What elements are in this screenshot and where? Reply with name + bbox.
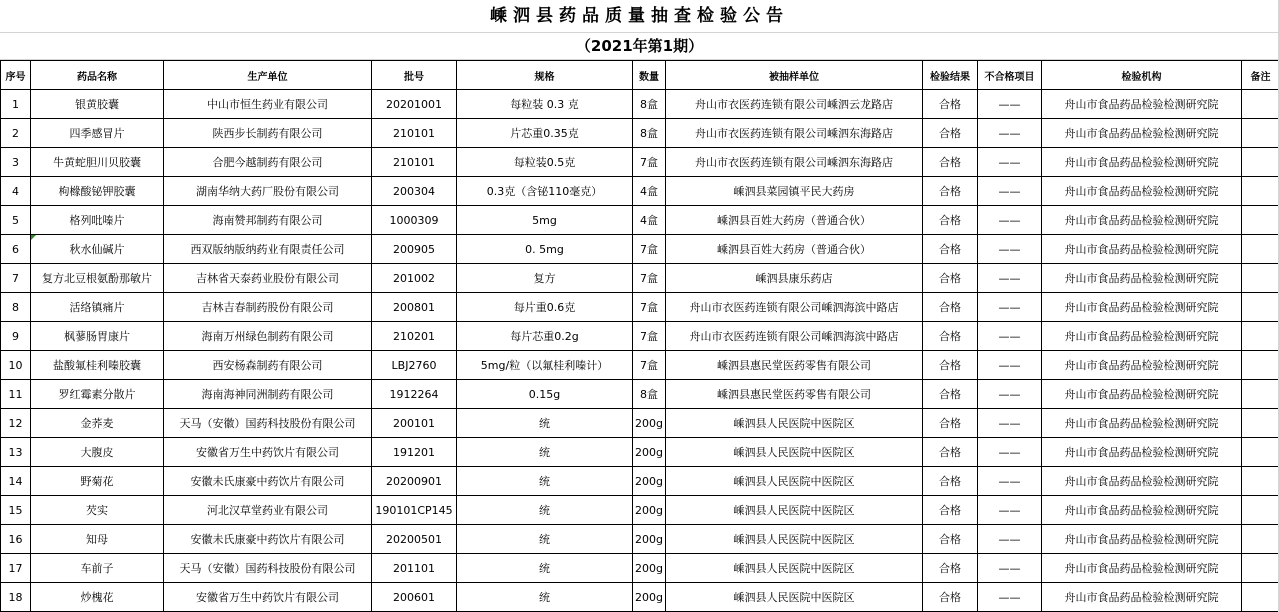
cell-index[interactable]: 11 <box>1 380 31 409</box>
cell-index[interactable]: 8 <box>1 293 31 322</box>
cell-institution[interactable]: 舟山市食品药品检验检测研究院 <box>1042 380 1242 409</box>
header-result[interactable]: 检验结果 <box>923 61 978 90</box>
cell-batch[interactable]: 201101 <box>372 554 457 583</box>
cell-manufacturer[interactable]: 陕西步长制药有限公司 <box>164 119 372 148</box>
cell-remarks[interactable] <box>1242 148 1279 177</box>
table-row <box>1 119 1279 148</box>
cell-spec[interactable]: 每粒装0.5克 <box>457 148 633 177</box>
cell-drug-name[interactable]: 大腹皮 <box>31 438 164 467</box>
cell-institution[interactable]: 舟山市食品药品检验检测研究院 <box>1042 583 1242 612</box>
cell-sampled-unit[interactable]: 嵊泗县人民医院中医院区 <box>666 496 923 525</box>
cell-quantity[interactable]: 200g <box>633 525 666 554</box>
cell-drug-name[interactable]: 罗红霉素分散片 <box>31 380 164 409</box>
cell-spec[interactable]: 复方 <box>457 264 633 293</box>
header-institution[interactable]: 检验机构 <box>1042 61 1242 90</box>
table-row <box>1 380 1279 409</box>
cell-batch[interactable]: 200601 <box>372 583 457 612</box>
cell-result[interactable]: 合格 <box>923 467 978 496</box>
cell-manufacturer[interactable]: 湖南华纳大药厂股份有限公司 <box>164 177 372 206</box>
table-row <box>1 177 1279 206</box>
cell-quantity[interactable]: 8盒 <box>633 380 666 409</box>
cell-quantity[interactable]: 200g <box>633 409 666 438</box>
cell-index[interactable]: 2 <box>1 119 31 148</box>
cell-failed-items[interactable]: —— <box>978 351 1042 380</box>
cell-failed-items[interactable]: —— <box>978 206 1042 235</box>
table-row <box>1 438 1279 467</box>
cell-batch[interactable]: 190101CP145 <box>372 496 457 525</box>
table-row <box>1 148 1279 177</box>
cell-failed-items[interactable]: —— <box>978 322 1042 351</box>
cell-sampled-unit[interactable]: 嵊泗县人民医院中医院区 <box>666 554 923 583</box>
cell-quantity[interactable]: 4盒 <box>633 206 666 235</box>
cell-batch[interactable]: 210101 <box>372 148 457 177</box>
cell-remarks[interactable] <box>1242 206 1279 235</box>
cell-spec[interactable]: 统 <box>457 583 633 612</box>
cell-batch[interactable]: 20200501 <box>372 525 457 554</box>
cell-batch[interactable]: 201002 <box>372 264 457 293</box>
cell-remarks[interactable] <box>1242 90 1279 119</box>
cell-index[interactable]: 17 <box>1 554 31 583</box>
cell-remarks[interactable] <box>1242 119 1279 148</box>
cell-sampled-unit[interactable]: 嵊泗县人民医院中医院区 <box>666 438 923 467</box>
cell-index[interactable]: 14 <box>1 467 31 496</box>
cell-failed-items[interactable]: —— <box>978 119 1042 148</box>
page-subtitle: （2021年第1期） <box>0 33 1279 60</box>
cell-result[interactable]: 合格 <box>923 583 978 612</box>
header-batch[interactable]: 批号 <box>372 61 457 90</box>
cell-remarks[interactable] <box>1242 293 1279 322</box>
cell-institution[interactable]: 舟山市食品药品检验检测研究院 <box>1042 206 1242 235</box>
header-quantity[interactable]: 数量 <box>633 61 666 90</box>
cell-institution[interactable]: 舟山市食品药品检验检测研究院 <box>1042 177 1242 206</box>
table-row <box>1 322 1279 351</box>
cell-institution[interactable]: 舟山市食品药品检验检测研究院 <box>1042 322 1242 351</box>
table-row <box>1 409 1279 438</box>
cell-manufacturer[interactable]: 西安杨森制药有限公司 <box>164 351 372 380</box>
cell-institution[interactable]: 舟山市食品药品检验检测研究院 <box>1042 264 1242 293</box>
cell-manufacturer[interactable]: 天马（安徽）国药科技股份有限公司 <box>164 409 372 438</box>
cell-batch[interactable]: 20201001 <box>372 90 457 119</box>
table-row <box>1 235 1279 264</box>
cell-drug-name[interactable]: 知母 <box>31 525 164 554</box>
cell-spec[interactable]: 0. 5mg <box>457 235 633 264</box>
header-failed-items[interactable]: 不合格项目 <box>978 61 1042 90</box>
cell-index[interactable]: 10 <box>1 351 31 380</box>
cell-result[interactable]: 合格 <box>923 90 978 119</box>
cell-spec[interactable]: 5mg <box>457 206 633 235</box>
cell-index[interactable]: 3 <box>1 148 31 177</box>
table-row <box>1 583 1279 612</box>
cell-spec[interactable]: 0.15g <box>457 380 633 409</box>
cell-batch[interactable]: 210101 <box>372 119 457 148</box>
cell-sampled-unit[interactable]: 嵊泗县康乐药店 <box>666 264 923 293</box>
cell-index[interactable]: 15 <box>1 496 31 525</box>
cell-failed-items[interactable]: —— <box>978 409 1042 438</box>
cell-index[interactable]: 13 <box>1 438 31 467</box>
cell-remarks[interactable] <box>1242 380 1279 409</box>
table-row <box>1 293 1279 322</box>
cell-batch[interactable]: 200101 <box>372 409 457 438</box>
cell-sampled-unit[interactable]: 嵊泗县人民医院中医院区 <box>666 525 923 554</box>
cell-drug-name[interactable]: 枸橼酸铋钾胶囊 <box>31 177 164 206</box>
cell-batch[interactable]: 200801 <box>372 293 457 322</box>
cell-drug-name[interactable]: 枫蓼肠胃康片 <box>31 322 164 351</box>
cell-index[interactable]: 12 <box>1 409 31 438</box>
cell-spec[interactable]: 统 <box>457 496 633 525</box>
cell-remarks[interactable] <box>1242 583 1279 612</box>
cell-remarks[interactable] <box>1242 496 1279 525</box>
cell-quantity[interactable]: 200g <box>633 438 666 467</box>
cell-result[interactable]: 合格 <box>923 177 978 206</box>
cell-result[interactable]: 合格 <box>923 322 978 351</box>
cell-batch[interactable]: 200304 <box>372 177 457 206</box>
cell-drug-name[interactable]: 金荞麦 <box>31 409 164 438</box>
table-header-row <box>1 61 1279 90</box>
cell-manufacturer[interactable]: 安徽未氏康豪中药饮片有限公司 <box>164 467 372 496</box>
inspection-table <box>0 60 1279 612</box>
cell-drug-name[interactable]: 复方北豆根氨酚那敏片 <box>31 264 164 293</box>
cell-manufacturer[interactable]: 中山市恒生药业有限公司 <box>164 90 372 119</box>
cell-sampled-unit[interactable]: 舟山市衣医药连锁有限公司嵊泗海滨中路店 <box>666 293 923 322</box>
cell-sampled-unit[interactable]: 舟山市衣医药连锁有限公司嵊泗东海路店 <box>666 148 923 177</box>
cell-spec[interactable]: 统 <box>457 554 633 583</box>
cell-manufacturer[interactable]: 海南赞邦制药有限公司 <box>164 206 372 235</box>
cell-institution[interactable]: 舟山市食品药品检验检测研究院 <box>1042 496 1242 525</box>
cell-spec[interactable]: 统 <box>457 409 633 438</box>
cell-result[interactable]: 合格 <box>923 380 978 409</box>
cell-quantity[interactable]: 7盒 <box>633 351 666 380</box>
cell-failed-items[interactable]: —— <box>978 380 1042 409</box>
cell-batch[interactable]: 1912264 <box>372 380 457 409</box>
cell-quantity[interactable]: 8盒 <box>633 90 666 119</box>
cell-result[interactable]: 合格 <box>923 293 978 322</box>
cell-failed-items[interactable]: —— <box>978 583 1042 612</box>
cell-quantity[interactable]: 7盒 <box>633 322 666 351</box>
cell-drug-name[interactable]: 芡实 <box>31 496 164 525</box>
cell-drug-name[interactable]: 盐酸氟桂利嗪胶囊 <box>31 351 164 380</box>
table-row <box>1 351 1279 380</box>
header-spec[interactable]: 规格 <box>457 61 633 90</box>
cell-drug-name[interactable]: 炒槐花 <box>31 583 164 612</box>
cell-quantity[interactable]: 7盒 <box>633 148 666 177</box>
cell-manufacturer[interactable]: 西双版纳版纳药业有限责任公司 <box>164 235 372 264</box>
cell-manufacturer[interactable]: 吉林吉春制药股份有限公司 <box>164 293 372 322</box>
cell-spec[interactable]: 统 <box>457 525 633 554</box>
cell-batch[interactable]: 210201 <box>372 322 457 351</box>
cell-drug-name[interactable]: 银黄胶囊 <box>31 90 164 119</box>
table-row <box>1 554 1279 583</box>
cell-remarks[interactable] <box>1242 438 1279 467</box>
cell-result[interactable]: 合格 <box>923 554 978 583</box>
cell-result[interactable]: 合格 <box>923 264 978 293</box>
table-row <box>1 90 1279 119</box>
table-row <box>1 496 1279 525</box>
cell-institution[interactable]: 舟山市食品药品检验检测研究院 <box>1042 90 1242 119</box>
cell-remarks[interactable] <box>1242 554 1279 583</box>
table-row <box>1 525 1279 554</box>
cell-batch[interactable]: 191201 <box>372 438 457 467</box>
cell-failed-items[interactable]: —— <box>978 438 1042 467</box>
cell-manufacturer[interactable]: 安徽省万生中药饮片有限公司 <box>164 438 372 467</box>
cell-spec[interactable]: 每粒装 0.3 克 <box>457 90 633 119</box>
cell-batch[interactable]: LBJ2760 <box>372 351 457 380</box>
cell-manufacturer[interactable]: 安徽省万生中药饮片有限公司 <box>164 583 372 612</box>
cell-result[interactable]: 合格 <box>923 525 978 554</box>
cell-spec[interactable]: 每片芯重0.2g <box>457 322 633 351</box>
page-title: 嵊泗县药品质量抽查检验公告 <box>0 0 1279 33</box>
cell-result[interactable]: 合格 <box>923 496 978 525</box>
cell-drug-name[interactable]: 活络镇痛片 <box>31 293 164 322</box>
cell-sampled-unit[interactable]: 嵊泗县菜园镇平民大药房 <box>666 177 923 206</box>
cell-manufacturer[interactable]: 安徽未氏康豪中药饮片有限公司 <box>164 525 372 554</box>
header-manufacturer[interactable]: 生产单位 <box>164 61 372 90</box>
cell-institution[interactable]: 舟山市食品药品检验检测研究院 <box>1042 467 1242 496</box>
cell-quantity[interactable]: 200g <box>633 467 666 496</box>
cell-remarks[interactable] <box>1242 409 1279 438</box>
cell-failed-items[interactable]: —— <box>978 467 1042 496</box>
cell-quantity[interactable]: 4盒 <box>633 177 666 206</box>
cell-sampled-unit[interactable]: 嵊泗县人民医院中医院区 <box>666 467 923 496</box>
cell-institution[interactable]: 舟山市食品药品检验检测研究院 <box>1042 351 1242 380</box>
cell-remarks[interactable] <box>1242 322 1279 351</box>
cell-index[interactable]: 16 <box>1 525 31 554</box>
cell-drug-name[interactable]: 四季感冒片 <box>31 119 164 148</box>
cell-sampled-unit[interactable]: 嵊泗县百姓大药房（普通合伙） <box>666 206 923 235</box>
header-index[interactable]: 序号 <box>1 61 31 90</box>
cell-index[interactable]: 9 <box>1 322 31 351</box>
cell-index[interactable]: 4 <box>1 177 31 206</box>
cell-index[interactable]: 18 <box>1 583 31 612</box>
cell-sampled-unit[interactable]: 嵊泗县惠民堂医药零售有限公司 <box>666 380 923 409</box>
cell-failed-items[interactable]: —— <box>978 148 1042 177</box>
cell-failed-items[interactable]: —— <box>978 496 1042 525</box>
cell-batch[interactable]: 200905 <box>372 235 457 264</box>
cell-batch[interactable]: 20200901 <box>372 467 457 496</box>
cell-spec[interactable]: 0.3克（含铋110毫克） <box>457 177 633 206</box>
cell-quantity[interactable]: 7盒 <box>633 264 666 293</box>
cell-result[interactable]: 合格 <box>923 409 978 438</box>
cell-quantity[interactable]: 200g <box>633 554 666 583</box>
cell-spec[interactable]: 片芯重0.35克 <box>457 119 633 148</box>
cell-institution[interactable]: 舟山市食品药品检验检测研究院 <box>1042 554 1242 583</box>
cell-remarks[interactable] <box>1242 264 1279 293</box>
cell-spec[interactable]: 统 <box>457 467 633 496</box>
cell-manufacturer[interactable]: 吉林省天泰药业股份有限公司 <box>164 264 372 293</box>
cell-failed-items[interactable]: —— <box>978 293 1042 322</box>
cell-failed-items[interactable]: —— <box>978 554 1042 583</box>
table-row <box>1 206 1279 235</box>
cell-institution[interactable]: 舟山市食品药品检验检测研究院 <box>1042 525 1242 554</box>
header-sampled-unit[interactable]: 被抽样单位 <box>666 61 923 90</box>
cell-index[interactable]: 1 <box>1 90 31 119</box>
cell-failed-items[interactable]: —— <box>978 525 1042 554</box>
cell-institution[interactable]: 舟山市食品药品检验检测研究院 <box>1042 438 1242 467</box>
cell-result[interactable]: 合格 <box>923 206 978 235</box>
cell-result[interactable]: 合格 <box>923 119 978 148</box>
cell-failed-items[interactable]: —— <box>978 90 1042 119</box>
cell-result[interactable]: 合格 <box>923 235 978 264</box>
cell-manufacturer[interactable]: 海南海神同洲制药有限公司 <box>164 380 372 409</box>
cell-failed-items[interactable]: —— <box>978 264 1042 293</box>
cell-failed-items[interactable]: —— <box>978 235 1042 264</box>
comment-indicator-icon[interactable] <box>31 235 36 240</box>
cell-sampled-unit[interactable]: 舟山市衣医药连锁有限公司嵊泗东海路店 <box>666 119 923 148</box>
header-drug-name[interactable]: 药品名称 <box>31 61 164 90</box>
cell-batch[interactable]: 1000309 <box>372 206 457 235</box>
cell-manufacturer[interactable]: 合肥今越制药有限公司 <box>164 148 372 177</box>
table-row <box>1 264 1279 293</box>
cell-remarks[interactable] <box>1242 235 1279 264</box>
cell-manufacturer[interactable]: 天马（安徽）国药科技股份有限公司 <box>164 554 372 583</box>
header-remarks[interactable]: 备注 <box>1242 61 1279 90</box>
cell-index[interactable]: 6 <box>1 235 31 264</box>
cell-sampled-unit[interactable]: 舟山市衣医药连锁有限公司嵊泗云龙路店 <box>666 90 923 119</box>
cell-drug-name[interactable]: 牛黄蛇胆川贝胶囊 <box>31 148 164 177</box>
cell-institution[interactable]: 舟山市食品药品检验检测研究院 <box>1042 235 1242 264</box>
cell-spec[interactable]: 每片重0.6克 <box>457 293 633 322</box>
cell-institution[interactable]: 舟山市食品药品检验检测研究院 <box>1042 409 1242 438</box>
table-row <box>1 467 1279 496</box>
cell-institution[interactable]: 舟山市食品药品检验检测研究院 <box>1042 119 1242 148</box>
cell-spec[interactable]: 统 <box>457 438 633 467</box>
cell-quantity[interactable]: 7盒 <box>633 293 666 322</box>
cell-remarks[interactable] <box>1242 525 1279 554</box>
cell-sampled-unit[interactable]: 嵊泗县人民医院中医院区 <box>666 409 923 438</box>
cell-quantity[interactable]: 7盒 <box>633 235 666 264</box>
cell-index[interactable]: 5 <box>1 206 31 235</box>
cell-result[interactable]: 合格 <box>923 438 978 467</box>
cell-quantity[interactable]: 8盒 <box>633 119 666 148</box>
cell-result[interactable]: 合格 <box>923 351 978 380</box>
cell-sampled-unit[interactable]: 嵊泗县百姓大药房（普通合伙） <box>666 235 923 264</box>
table-body <box>1 90 1279 612</box>
cell-institution[interactable]: 舟山市食品药品检验检测研究院 <box>1042 293 1242 322</box>
cell-remarks[interactable] <box>1242 177 1279 206</box>
cell-spec[interactable]: 5mg/粒（以氟桂利嗪计） <box>457 351 633 380</box>
cell-sampled-unit[interactable]: 嵊泗县人民医院中医院区 <box>666 583 923 612</box>
cell-manufacturer[interactable]: 河北汉草堂药业有限公司 <box>164 496 372 525</box>
cell-quantity[interactable]: 200g <box>633 583 666 612</box>
cell-institution[interactable]: 舟山市食品药品检验检测研究院 <box>1042 148 1242 177</box>
cell-drug-name[interactable]: 车前子 <box>31 554 164 583</box>
cell-sampled-unit[interactable]: 嵊泗县惠民堂医药零售有限公司 <box>666 351 923 380</box>
cell-quantity[interactable]: 200g <box>633 496 666 525</box>
cell-manufacturer[interactable]: 海南万州绿色制药有限公司 <box>164 322 372 351</box>
cell-failed-items[interactable]: —— <box>978 177 1042 206</box>
cell-drug-name[interactable]: 秋水仙碱片 <box>31 235 164 264</box>
cell-drug-name[interactable]: 野菊花 <box>31 467 164 496</box>
cell-sampled-unit[interactable]: 舟山市衣医药连锁有限公司嵊泗海滨中路店 <box>666 322 923 351</box>
cell-result[interactable]: 合格 <box>923 148 978 177</box>
cell-remarks[interactable] <box>1242 467 1279 496</box>
cell-index[interactable]: 7 <box>1 264 31 293</box>
cell-drug-name[interactable]: 格列吡嗪片 <box>31 206 164 235</box>
cell-remarks[interactable] <box>1242 351 1279 380</box>
